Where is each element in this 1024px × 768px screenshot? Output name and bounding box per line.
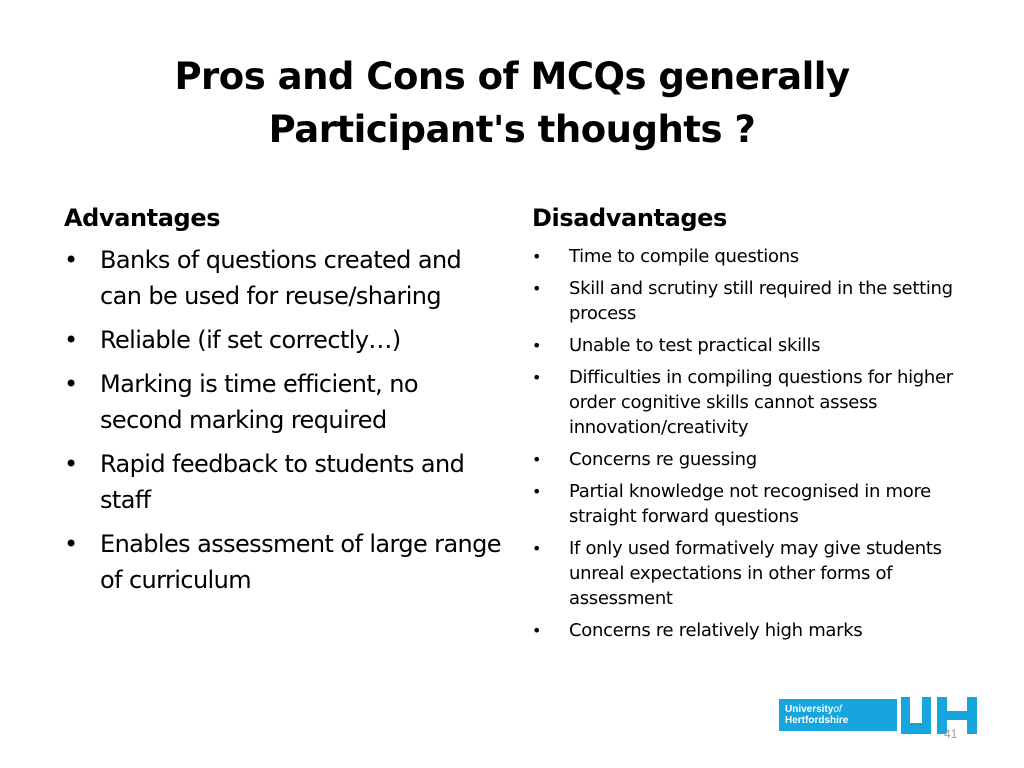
list-item <box>532 276 982 326</box>
logo-wordmark-box <box>779 699 897 731</box>
advantages-column <box>64 198 504 606</box>
bullet-icon: • <box>532 336 542 355</box>
bullet-icon: • <box>64 246 78 274</box>
logo-line1-prefix: University <box>785 704 834 715</box>
list-item <box>532 244 982 269</box>
list-item <box>64 366 504 438</box>
list-item-text: Rapid feedback to students and staff <box>100 450 465 514</box>
list-item-text: Concerns re guessing <box>569 449 757 470</box>
list-item-text: Reliable (if set correctly…) <box>100 326 401 354</box>
bullet-icon: • <box>532 450 542 469</box>
page-number: 41 <box>944 727 958 741</box>
advantages-heading: Advantages <box>64 204 221 232</box>
bullet-icon: • <box>64 450 78 478</box>
list-item-text: Time to compile questions <box>569 246 799 267</box>
bullet-icon: • <box>64 530 78 558</box>
list-item-text: Partial knowledge not recognised in more straight forward questions <box>569 481 931 527</box>
bullet-icon: • <box>532 539 542 558</box>
disadvantages-heading: Disadvantages <box>532 204 727 232</box>
bullet-icon: • <box>532 247 542 266</box>
list-item <box>532 365 982 440</box>
list-item-text: Marking is time efficient, no second marking required <box>100 370 418 434</box>
bullet-icon: • <box>532 279 542 298</box>
list-item <box>64 446 504 518</box>
logo-line1-suffix: of <box>833 704 842 715</box>
bullet-icon: • <box>532 368 542 387</box>
list-item <box>532 618 982 643</box>
list-item <box>532 333 982 358</box>
list-item-text: Banks of questions created and can be used for reuse/sharing <box>100 246 462 310</box>
slide-title-line-1: Pros and Cons of MCQs generally <box>174 55 850 98</box>
list-item <box>64 322 504 358</box>
list-item-text: Concerns re relatively high marks <box>569 620 863 641</box>
slide-title <box>60 50 964 156</box>
logo-u-icon <box>901 697 931 734</box>
list-item <box>532 536 982 611</box>
slide-title-line-2: Participant's thoughts ? <box>268 108 756 151</box>
bullet-icon: • <box>532 621 542 640</box>
advantages-list <box>64 242 504 598</box>
list-item <box>64 242 504 314</box>
list-item-text: Enables assessment of large range of curriculum <box>100 530 501 594</box>
list-item <box>532 447 982 472</box>
bullet-icon: • <box>64 370 78 398</box>
bullet-icon: • <box>64 326 78 354</box>
disadvantages-list <box>532 244 982 643</box>
bullet-icon: • <box>532 482 542 501</box>
list-item-text: Skill and scrutiny still required in the setting process <box>569 278 953 324</box>
list-item-text: Difficulties in compiling questions for higher order cognitive skills cannot assess innovation/creativity <box>569 367 953 438</box>
list-item-text: Unable to test practical skills <box>569 335 821 356</box>
logo-line2: Hertfordshire <box>785 715 849 726</box>
logo-wordmark <box>785 704 848 726</box>
list-item <box>64 526 504 598</box>
list-item-text: If only used formatively may give students unreal expectations in other forms of assessment <box>569 538 942 609</box>
list-item <box>532 479 982 529</box>
disadvantages-column <box>532 198 982 650</box>
